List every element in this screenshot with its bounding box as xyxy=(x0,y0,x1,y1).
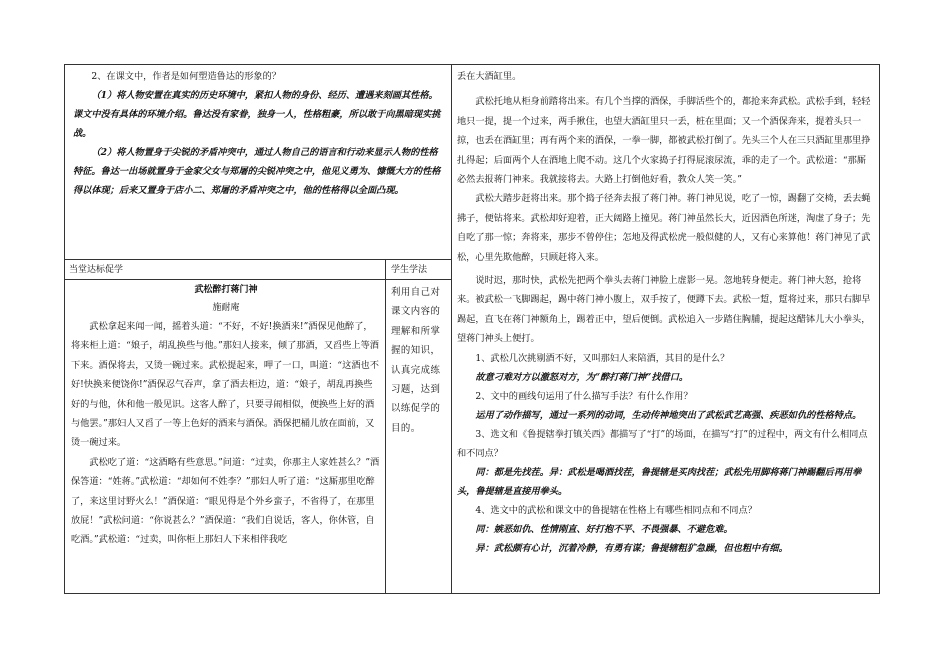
answer-2b: 运用了动作描写，通过一系列的动词，生动传神地突出了武松武艺高强、疾恶如仇的性格特点。 xyxy=(475,409,862,421)
worksheet-table xyxy=(64,64,880,594)
section-title: 当堂达标促学 xyxy=(69,265,124,275)
row-divider xyxy=(65,259,451,260)
method-column-divider xyxy=(385,259,386,593)
question-2: 2、在课文中，作者是如何塑造鲁达的形象的？ xyxy=(91,71,281,82)
question-4: 4、选文中的武松和课文中的鲁提辖在性格上有哪些相同点和不同点？ xyxy=(475,504,757,516)
passage-cell xyxy=(71,281,381,591)
right-paragraph-2: 武松大踏步赶将出来。那个捣子径奔去报了蒋门神。蒋门神见说，吃了一惊，踢翻了交椅，丢去蝇拂子，便钻将来。武松却好迎着，正大阔路上撞见。蒋门神虽然长大，近因酒色所迷，淘虚了身子；先自吃了那一惊；奔将来，那步不曾停住；怎地及得武松虎一般似健的人，又有心来算他！蒋门神见了武松，心里先欺他醉，只顾赶将入来。 xyxy=(457,193,871,263)
passage-paragraph-1: 武松拿起来闻一闻，摇着头道：“不好，不好!换酒来!”酒保见他醉了，将来柜上道：“娘子，胡乱换些与他。”那妇人接来，倾了那酒，又舀些上等酒下来。酒保将去，又烫一碗过来。武松提起来，呷了一口，叫道：“这酒也不好!快换来便饶你!”酒保忍气吞声，拿了酒去柜边，道：“娘子，胡乱再换些好的与他，休和他一般见识。这客人醉了，只要寻闹相似，便换些上好的酒与他罢。”那妇人又舀了一等上色好的酒来与酒保。酒保把桶儿放在面前，又烫一碗过来。 xyxy=(71,321,379,449)
answer-4-same: 同：嫉恶如仇、性情刚直、好打抱不平、不畏强暴、不避危难。 xyxy=(475,523,733,535)
answer-2-part-1: （1）将人物安置在真实的历史环境中，紧扣人物的身份、经历、遭遇来刻画其性格。课文中没有具体的环境介绍。鲁达没有家眷，独身一人，性格粗豪，所以敢于向黑暗现实挑战。 xyxy=(73,90,441,139)
right-paragraph-1: 武松托地从柜身前踏将出来。有几个当撑的酒保，手脚活些个的，都抢来奔武松。武松手到，轻轻地只一提，提一个过来，两手揪住，也望大酒缸里只一丢，桩在里面；又一个酒保奔来，提着头只一掠，也丢在酒缸里；再有两个来的酒保，一拳一脚，都被武松打倒了。先头三个人在三只酒缸里那里挣扎得起；后面两个人在酒地上爬不动。这几个火家捣子打得屁滚尿流，乖的走了一个。武松道：“那厮必然去报蒋门神来。我就接将去。大路上打倒他好看，教众人笑一笑。” xyxy=(457,96,871,186)
answer-2-part-2: （2）将人物置身于尖锐的矛盾冲突中，通过人物自己的语言和行动来显示人物的性格特征。鲁达一出场就置身于金家父女与郑屠的尖锐冲突之中，他见义勇为、慷慨大方的性格得以体现；后来又置身于店小二、郑屠的矛盾冲突之中，他的性格得以全面凸现。 xyxy=(73,147,441,196)
passage-title: 武松醉打蒋门神 xyxy=(194,285,258,295)
answer-3: 同：都是先找茬。异：武松是喝酒找茬，鲁提辖是买肉找茬；武松先用脚将蒋门神踢翻后再用拳头，鲁提辖是直接用拳头。 xyxy=(457,466,862,497)
center-divider xyxy=(451,65,452,593)
question-2-cell xyxy=(73,67,445,257)
header-divider xyxy=(65,279,451,280)
right-column xyxy=(457,67,875,591)
passage-author: 施耐庵 xyxy=(212,303,240,313)
question-1: 1、武松几次挑剔酒不好，又叫那妇人来陪酒，其目的是什么？ xyxy=(475,352,730,364)
student-method-text: 利用自己对课文内容的理解和所掌握的知识，认真完成练习题，达到以练促学的目的。 xyxy=(391,287,441,434)
question-3: 3、选文和《鲁提辖拳打镇关西》都描写了“打”的场面，在描写“打”的过程中，两文有什么相同点和不同点？ xyxy=(457,428,868,459)
passage-continuation: 丢在大酒缸里。 xyxy=(457,71,522,82)
right-paragraph-3: 说时迟，那时快，武松先把两个拳头去蒋门神脸上虚影一晃。忽地转身便走。蒋门神大怒，抢将来。被武松一飞脚踢起，踢中蒋门神小腹上，双手按了，便蹲下去。武松一踅，踅将过来，那只右脚早踢起，直飞在蒋门神额角上，踢着正中，望后便倒。武松追入一步踏住胸脯，提起这醋钵儿大小拳头，望蒋门神头上便打。 xyxy=(457,275,871,345)
answer-1: 故意刁难对方以激怒对方，为“醉打蒋门神”找借口。 xyxy=(475,371,689,383)
question-2b: 2、文中的画线句运用了什么描写手法？有什么作用？ xyxy=(475,390,693,402)
answer-4-diff: 异：武松颇有心计，沉着冷静，有勇有谋；鲁提辖粗犷急躁，但也粗中有细。 xyxy=(475,542,788,554)
passage-paragraph-2: 武松吃了道：“这酒略有些意思。”问道：“过卖，你那主人家姓甚么？”酒保答道：“姓蒋。”武松道：“却如何不姓李？”那妇人听了道：“这厮那里吃醉了，来这里讨野火么！”酒保道：“眼见得是个外乡蛮子，不省得了，在那里放屁！”武松问道：“你说甚么？”酒保道：“我们自说话，客人，你休管，自吃酒。”武松道：“过卖，叫你柜上那妇人下来相伴我吃 xyxy=(71,456,380,546)
method-label: 学生学法 xyxy=(391,265,428,275)
